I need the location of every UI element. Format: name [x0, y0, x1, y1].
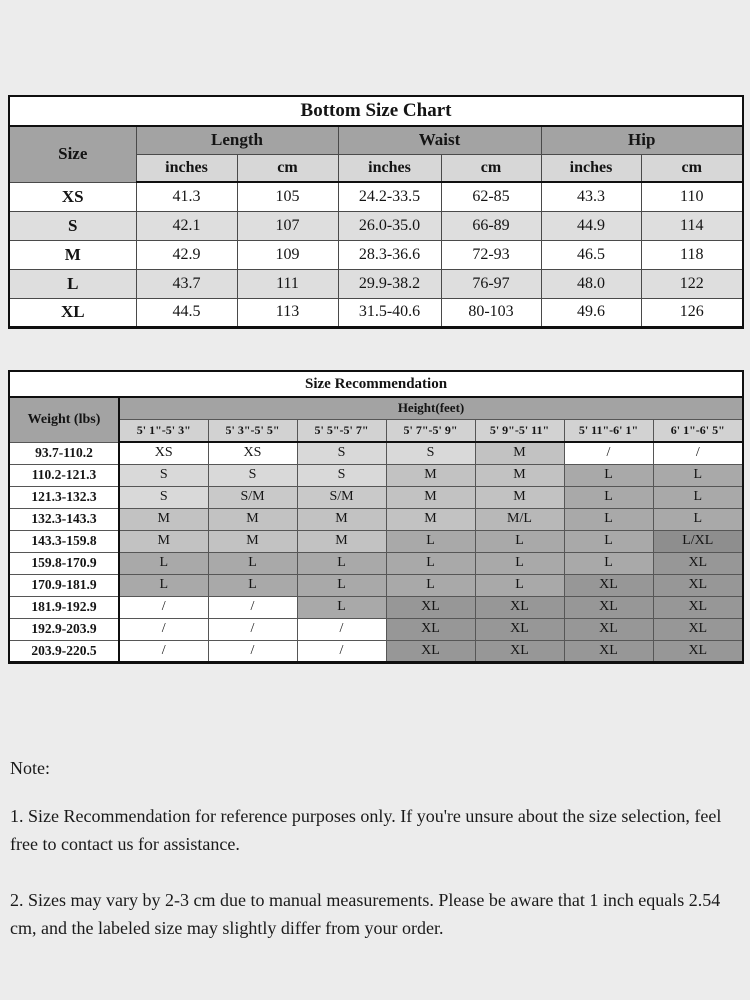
weight-range-label: 110.2-121.3 — [9, 464, 119, 486]
height-range-2: 5' 5"-5' 7" — [297, 419, 386, 442]
recommended-size-cell: S — [119, 486, 208, 508]
unit-header-1: cm — [237, 154, 338, 182]
recommended-size-cell: XL — [564, 618, 653, 640]
note-item-1: 1. Size Recommendation for reference purposes only. If you're unsure about the size selection, feel free to contact us for assistance. — [10, 806, 722, 854]
weight-range-label: 203.9-220.5 — [9, 640, 119, 662]
recommended-size-cell: XL — [475, 596, 564, 618]
note-section — [10, 756, 736, 970]
measurement-cell: 76-97 — [441, 269, 541, 298]
weight-range-label: 181.9-192.9 — [9, 596, 119, 618]
recommended-size-cell: S — [119, 464, 208, 486]
recommendation-row — [9, 442, 743, 464]
recommendation-row — [9, 530, 743, 552]
recommended-size-cell: M — [386, 464, 475, 486]
size-chart-title: Bottom Size Chart — [9, 96, 743, 126]
recommended-size-cell: L — [475, 552, 564, 574]
recommendation-body — [9, 442, 743, 662]
recommended-size-cell: XL — [475, 640, 564, 662]
recommended-size-cell: XL — [653, 640, 743, 662]
height-range-5: 5' 11"-6' 1" — [564, 419, 653, 442]
recommended-size-cell: L — [564, 508, 653, 530]
measurement-cell: 28.3-36.6 — [338, 240, 441, 269]
measurement-cell: 49.6 — [541, 298, 641, 327]
recommended-size-cell: / — [653, 442, 743, 464]
measurement-cell: 44.9 — [541, 211, 641, 240]
group-header-length: Length — [136, 126, 338, 154]
measurement-cell: 72-93 — [441, 240, 541, 269]
weight-range-label: 93.7-110.2 — [9, 442, 119, 464]
size-corner-header: Size — [9, 126, 136, 182]
recommended-size-cell: L — [564, 552, 653, 574]
recommended-size-cell: S/M — [297, 486, 386, 508]
recommended-size-cell: M — [386, 486, 475, 508]
size-label: L — [9, 269, 136, 298]
height-range-4: 5' 9"-5' 11" — [475, 419, 564, 442]
weight-range-label: 192.9-203.9 — [9, 618, 119, 640]
recommended-size-cell: L/XL — [653, 530, 743, 552]
measurement-cell: 42.1 — [136, 211, 237, 240]
recommendation-row — [9, 464, 743, 486]
recommended-size-cell: L — [386, 530, 475, 552]
measurement-cell: 46.5 — [541, 240, 641, 269]
measurement-cell: 24.2-33.5 — [338, 182, 441, 211]
recommended-size-cell: / — [119, 618, 208, 640]
recommended-size-cell: XL — [386, 596, 475, 618]
recommended-size-cell: L — [564, 486, 653, 508]
measurement-cell: 114 — [641, 211, 743, 240]
recommended-size-cell: M — [386, 508, 475, 530]
recommended-size-cell: L — [297, 552, 386, 574]
height-header-row — [9, 397, 743, 419]
recommended-size-cell: XS — [208, 442, 297, 464]
recommended-size-cell: XL — [653, 552, 743, 574]
weight-range-label: 132.3-143.3 — [9, 508, 119, 530]
recommended-size-cell: M — [208, 530, 297, 552]
measurement-cell: 62-85 — [441, 182, 541, 211]
recommended-size-cell: XL — [564, 640, 653, 662]
note-item-2: 2. Sizes may vary by 2-3 cm due to manual measurements. Please be aware that 1 inch equals 2.54 cm, and the labeled size may slightly differ from your order. — [10, 890, 721, 938]
measurement-cell: 107 — [237, 211, 338, 240]
note-heading: Note: — [10, 758, 50, 778]
group-header-row — [9, 126, 743, 154]
recommended-size-cell: XL — [653, 596, 743, 618]
recommended-size-cell: / — [297, 640, 386, 662]
recommended-size-cell: L — [386, 574, 475, 596]
size-row-l — [9, 269, 743, 298]
recommended-size-cell: L — [297, 574, 386, 596]
size-chart-title-row — [9, 96, 743, 126]
measurement-cell: 66-89 — [441, 211, 541, 240]
recommendation-row — [9, 640, 743, 662]
weight-range-label: 170.9-181.9 — [9, 574, 119, 596]
recommended-size-cell: / — [208, 596, 297, 618]
measurement-cell: 48.0 — [541, 269, 641, 298]
group-header-waist: Waist — [338, 126, 541, 154]
measurement-cell: 44.5 — [136, 298, 237, 327]
recommended-size-cell: XL — [386, 618, 475, 640]
measurement-cell: 118 — [641, 240, 743, 269]
measurement-cell: 43.7 — [136, 269, 237, 298]
measurement-cell: 105 — [237, 182, 338, 211]
recommended-size-cell: L — [653, 486, 743, 508]
recommended-size-cell: L — [475, 574, 564, 596]
recommended-size-cell: / — [208, 618, 297, 640]
recommended-size-cell: L — [564, 464, 653, 486]
recommended-size-cell: M — [297, 508, 386, 530]
recommendation-row — [9, 618, 743, 640]
size-row-xl — [9, 298, 743, 327]
unit-header-4: inches — [541, 154, 641, 182]
size-label: XL — [9, 298, 136, 327]
recommended-size-cell: M — [475, 442, 564, 464]
size-row-xs — [9, 182, 743, 211]
size-row-m — [9, 240, 743, 269]
recommended-size-cell: XL — [653, 618, 743, 640]
size-chart-body — [9, 182, 743, 327]
recommended-size-cell: XL — [386, 640, 475, 662]
recommendation-row — [9, 596, 743, 618]
measurement-cell: 29.9-38.2 — [338, 269, 441, 298]
recommendation-row — [9, 508, 743, 530]
unit-header-3: cm — [441, 154, 541, 182]
recommended-size-cell: / — [119, 640, 208, 662]
recommended-size-cell: L — [564, 530, 653, 552]
height-range-3: 5' 7"-5' 9" — [386, 419, 475, 442]
measurement-cell: 111 — [237, 269, 338, 298]
recommended-size-cell: XL — [564, 574, 653, 596]
measurement-cell: 42.9 — [136, 240, 237, 269]
measurement-cell: 110 — [641, 182, 743, 211]
size-label: XS — [9, 182, 136, 211]
recommended-size-cell: S — [386, 442, 475, 464]
weight-range-label: 159.8-170.9 — [9, 552, 119, 574]
recommended-size-cell: XS — [119, 442, 208, 464]
recommended-size-cell: / — [297, 618, 386, 640]
unit-header-0: inches — [136, 154, 237, 182]
recommended-size-cell: M — [119, 508, 208, 530]
recommendation-title: Size Recommendation — [9, 371, 743, 397]
recommended-size-cell: M — [297, 530, 386, 552]
recommended-size-cell: M/L — [475, 508, 564, 530]
recommended-size-cell: S — [297, 464, 386, 486]
measurement-cell: 80-103 — [441, 298, 541, 327]
recommended-size-cell: S — [297, 442, 386, 464]
group-header-hip: Hip — [541, 126, 743, 154]
recommended-size-cell: XL — [653, 574, 743, 596]
height-range-6: 6' 1"-6' 5" — [653, 419, 743, 442]
measurement-cell: 26.0-35.0 — [338, 211, 441, 240]
recommended-size-cell: L — [208, 574, 297, 596]
recommended-size-cell: M — [475, 486, 564, 508]
recommended-size-cell: M — [475, 464, 564, 486]
recommended-size-cell: XL — [564, 596, 653, 618]
note-items — [10, 802, 736, 942]
recommendation-row — [9, 486, 743, 508]
size-row-s — [9, 211, 743, 240]
recommendation-row — [9, 574, 743, 596]
recommended-size-cell: / — [208, 640, 297, 662]
recommended-size-cell: L — [208, 552, 297, 574]
measurement-cell: 31.5-40.6 — [338, 298, 441, 327]
height-range-0: 5' 1"-5' 3" — [119, 419, 208, 442]
recommendation-title-row — [9, 371, 743, 397]
weight-range-label: 143.3-159.8 — [9, 530, 119, 552]
measurement-cell: 122 — [641, 269, 743, 298]
recommended-size-cell: M — [119, 530, 208, 552]
recommended-size-cell: / — [119, 596, 208, 618]
size-recommendation-table — [8, 370, 744, 664]
measurement-cell: 109 — [237, 240, 338, 269]
size-label: M — [9, 240, 136, 269]
weight-corner-header: Weight (lbs) — [9, 397, 119, 442]
measurement-cell: 126 — [641, 298, 743, 327]
recommended-size-cell: XL — [475, 618, 564, 640]
height-range-1: 5' 3"-5' 5" — [208, 419, 297, 442]
weight-range-label: 121.3-132.3 — [9, 486, 119, 508]
unit-header-2: inches — [338, 154, 441, 182]
unit-header-5: cm — [641, 154, 743, 182]
recommended-size-cell: S/M — [208, 486, 297, 508]
size-label: S — [9, 211, 136, 240]
recommended-size-cell: L — [297, 596, 386, 618]
measurement-cell: 113 — [237, 298, 338, 327]
measurement-cell: 41.3 — [136, 182, 237, 211]
recommended-size-cell: M — [208, 508, 297, 530]
height-range-row — [9, 419, 743, 442]
recommended-size-cell: L — [119, 574, 208, 596]
recommended-size-cell: L — [653, 464, 743, 486]
bottom-size-chart-table — [8, 95, 744, 329]
recommended-size-cell: / — [564, 442, 653, 464]
measurement-cell: 43.3 — [541, 182, 641, 211]
recommendation-row — [9, 552, 743, 574]
recommended-size-cell: S — [208, 464, 297, 486]
recommended-size-cell: L — [653, 508, 743, 530]
recommended-size-cell: L — [386, 552, 475, 574]
recommended-size-cell: L — [475, 530, 564, 552]
height-header: Height(feet) — [119, 397, 743, 419]
recommended-size-cell: L — [119, 552, 208, 574]
